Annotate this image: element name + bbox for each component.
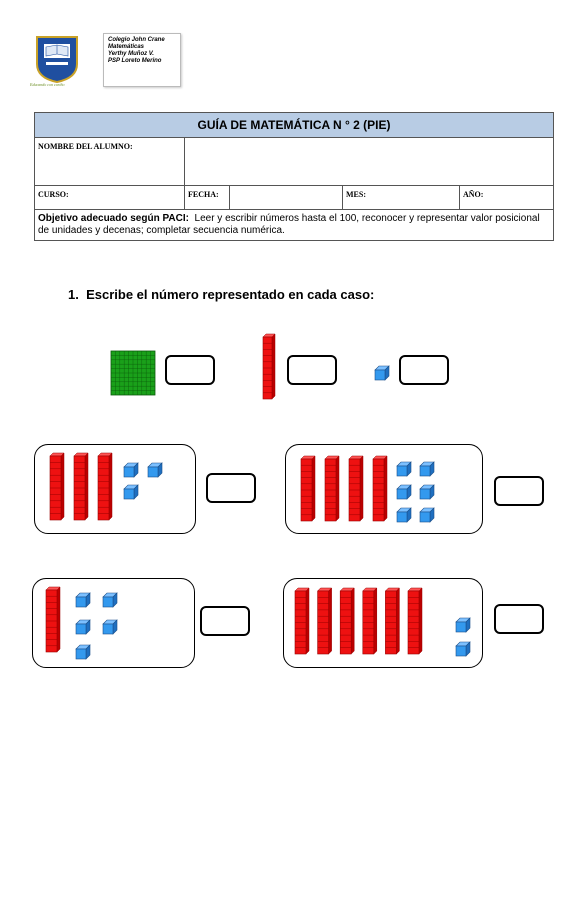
date-label: FECHA: (185, 186, 230, 210)
ten-rod (46, 587, 60, 652)
student-name-label: NOMBRE DEL ALUMNO: (35, 138, 185, 186)
unit-cube (124, 485, 138, 499)
ten-rod (98, 453, 112, 520)
month-label: MES: (346, 190, 366, 199)
unit-cube (148, 463, 162, 477)
worksheet-title: GUÍA DE MATEMÁTICA N ° 2 (PIE) (35, 113, 554, 138)
ten-rod (318, 588, 332, 654)
ten-rod (363, 588, 377, 654)
question-text: Escribe el número representado en cada caso: (86, 287, 375, 302)
question-number: 1. (68, 287, 79, 302)
unit-cube (103, 620, 117, 634)
unit-cube (375, 366, 389, 380)
unit-cube (397, 462, 411, 476)
unit-cube (420, 462, 434, 476)
unit-cube (76, 593, 90, 607)
school-name: Colegio John Crane (108, 37, 165, 43)
ten-rod (263, 334, 275, 399)
course-label: CURSO: (38, 190, 69, 199)
unit-cube (456, 618, 470, 632)
unit-cube (103, 593, 117, 607)
ten-rod (385, 588, 399, 654)
unit-cube (397, 508, 411, 522)
teacher-name: Yerthy Muñoz V. (108, 51, 154, 57)
objective-label: Objetivo adecuado según PACI: (38, 213, 189, 224)
ten-rod (349, 456, 363, 521)
psp-name: PSP Loreto Merino (108, 58, 162, 64)
unit-cube (124, 463, 138, 477)
subject-name: Matemáticas (108, 44, 145, 50)
unit-cube (420, 508, 434, 522)
hundred-block (111, 351, 155, 395)
year-label: AÑO: (463, 190, 484, 199)
ten-rod (295, 588, 309, 654)
ten-rod (301, 456, 315, 521)
ten-rod (340, 588, 354, 654)
unit-cube (420, 485, 434, 499)
ten-rod (74, 453, 88, 520)
ten-rod (408, 588, 422, 654)
objective-text: Leer y escribir números hasta el 100, reconocer y representar valor posicional de unidades y decenas; completar secuencia numérica. (38, 213, 540, 236)
unit-cube (76, 620, 90, 634)
ten-rod (373, 456, 387, 521)
unit-cube (456, 642, 470, 656)
unit-cube (76, 645, 90, 659)
unit-cube (397, 485, 411, 499)
logo-motto: Educando con cariño (30, 82, 65, 87)
ten-rod (325, 456, 339, 521)
ten-rod (50, 453, 64, 520)
